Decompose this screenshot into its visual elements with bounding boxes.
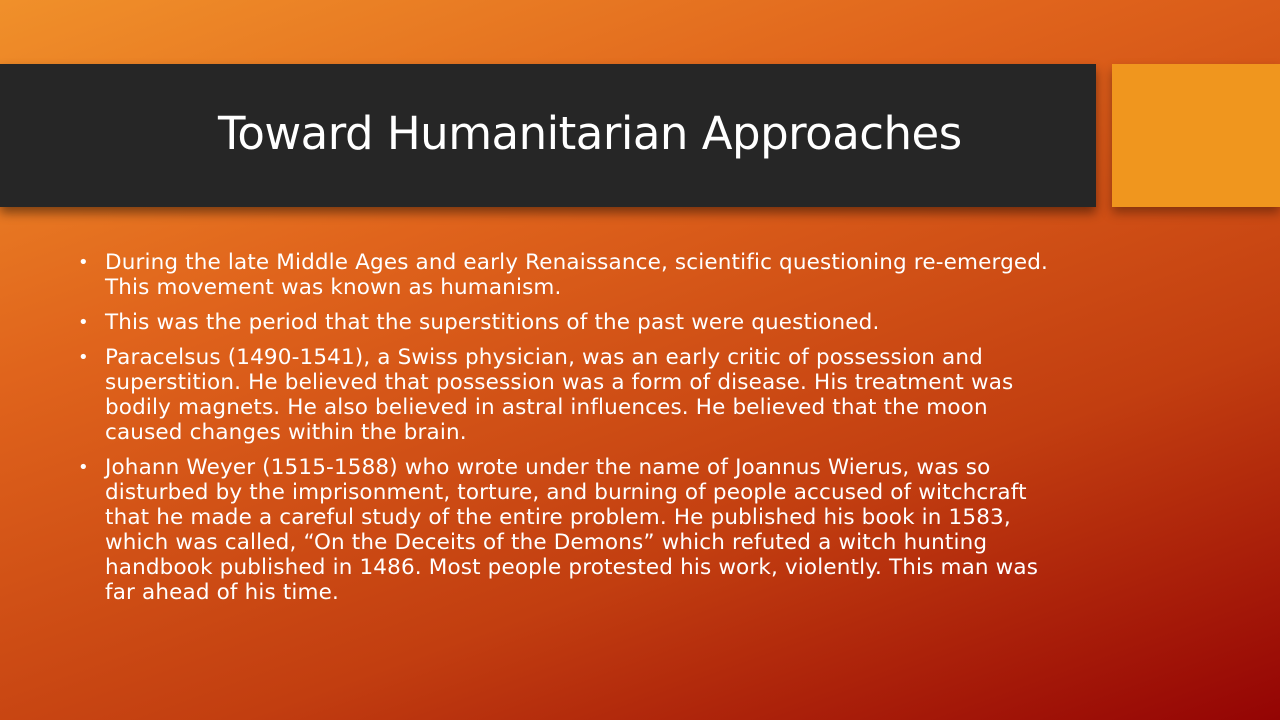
bullet-icon: • xyxy=(78,347,89,368)
bullet-text: During the late Middle Ages and early Renaissance, scientific questioning re-emerged. This movement was known as humanism. xyxy=(105,250,1049,300)
bullet-icon: • xyxy=(78,457,89,478)
bullet-icon: • xyxy=(78,252,89,273)
bullet-item xyxy=(78,310,1068,335)
bullet-item xyxy=(78,345,1068,445)
bullet-text: This was the period that the superstitions of the past were questioned. xyxy=(105,310,880,335)
slide-title: Toward Humanitarian Approaches xyxy=(218,107,962,160)
bullet-item xyxy=(78,455,1068,605)
bullet-list xyxy=(78,250,1068,615)
bullet-text: Paracelsus (1490-1541), a Swiss physician, was an early critic of possession and superstition. He believed that possession was a form of disease. His treatment was bodily magnets. He also believed in astral influences. He believed that the moon caused changes within the brain. xyxy=(105,345,1014,445)
bullet-item xyxy=(78,250,1068,300)
accent-box xyxy=(1112,64,1280,207)
bullet-icon: • xyxy=(78,312,89,333)
bullet-text: Johann Weyer (1515-1588) who wrote under the name of Joannus Wierus, was so disturbed by the imprisonment, torture, and burning of people accused of witchcraft that he made a careful study of the entire problem. He published his book in 1583, which was called, “On the Deceits of the Demons” which refuted a witch hunting handbook published in 1486. Most people protested his work, violently. This man was far ahead of his time. xyxy=(105,455,1039,605)
